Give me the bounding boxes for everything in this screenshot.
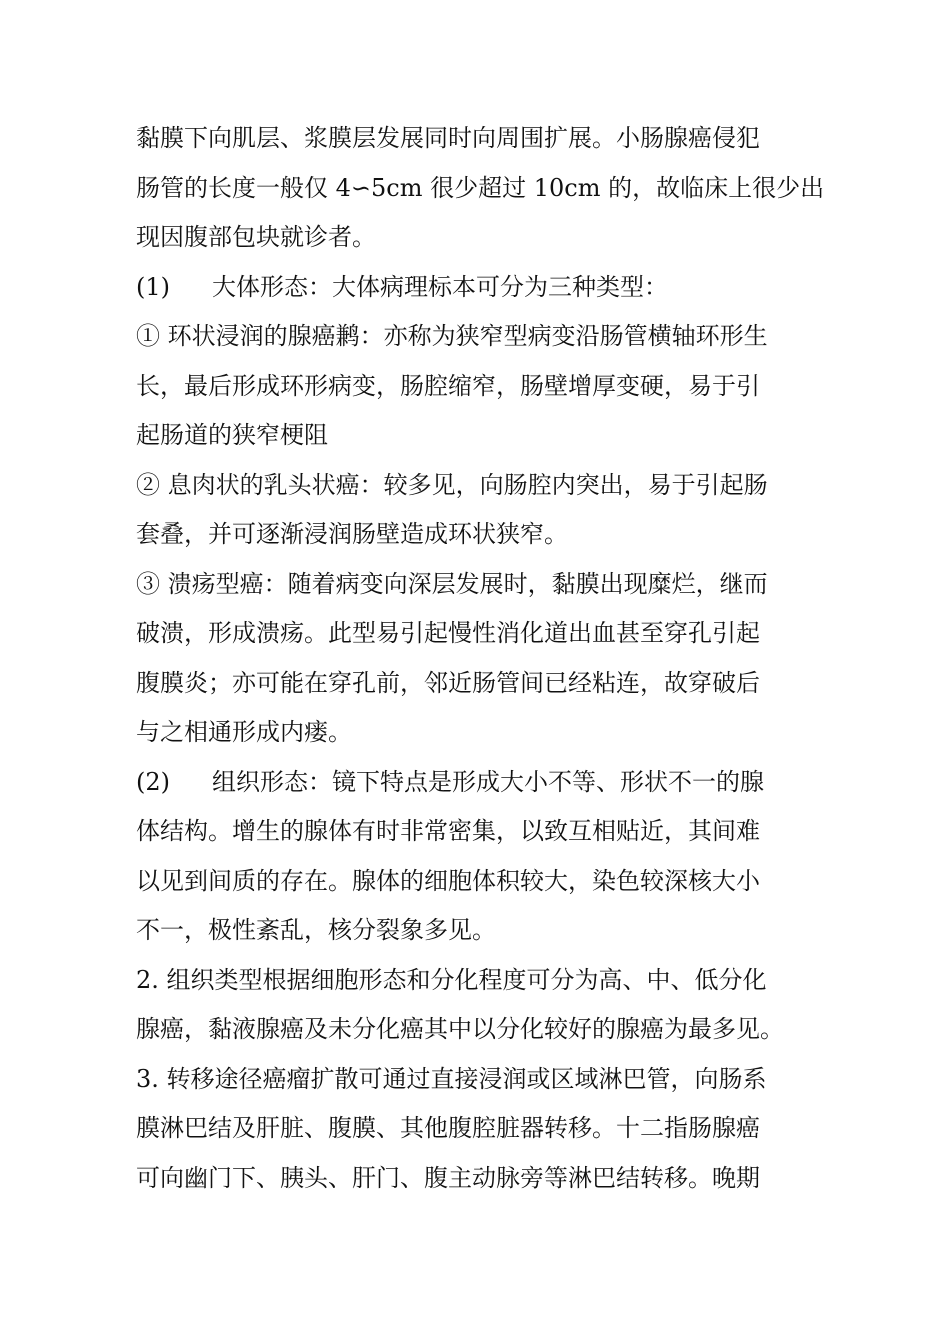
item-text: 组织形态：镜下特点是形成大小不等、形状不一的腺 (212, 767, 764, 796)
numbered-heading-1 (136, 263, 826, 313)
text-line: 腹膜炎；亦可能在穿孔前，邻近肠管间已经粘连，故穿破后 (136, 668, 760, 697)
text-line: 不一，极性紊乱，核分裂象多见。 (136, 916, 496, 944)
item-text: 大体形态：大体病理标本可分为三种类型： (212, 272, 668, 301)
text-line: 破溃，形成溃疡。此型易引起慢性消化道出血甚至穿孔引起 (136, 619, 760, 647)
text-line: 腺癌，黏液腺癌及未分化癌其中以分化较好的腺癌为最多见。 (136, 1015, 784, 1043)
item-number: (1) (136, 272, 170, 301)
text-line: 可向幽门下、胰头、肝门、腹主动脉旁等淋巴结转移。晚期 (136, 1163, 760, 1192)
text-line: 长，最后形成环形病变，肠腔缩窄，肠壁增厚变硬，易于引 (136, 371, 760, 400)
text-line: ③ 溃疡型癌：随着病变向深层发展时，黏膜出现糜烂，继而 (136, 569, 768, 598)
text-line: 以见到间质的存在。腺体的细胞体积较大，染色较深核大小 (136, 866, 760, 895)
text-line: 起肠道的狭窄梗阻 (136, 421, 328, 449)
text-line: 肠管的长度一般仅 4∽5cm 很少超过 10cm 的，故临床上很少出 (136, 173, 825, 202)
text-line: 2. 组织类型根据细胞形态和分化程度可分为高、中、低分化 (136, 965, 767, 994)
item-number: (2) (136, 767, 170, 796)
text-line: 膜淋巴结及肝脏、腹膜、其他腹腔脏器转移。十二指肠腺癌 (136, 1114, 760, 1142)
text-line: 套叠，并可逐渐浸润肠壁造成环状狭窄。 (136, 520, 568, 548)
text-line: 黏膜下向肌层、浆膜层发展同时向周围扩展。小肠腺癌侵犯 (136, 124, 760, 152)
text-line: 3. 转移途径癌瘤扩散可通过直接浸润或区域淋巴管，向肠系 (136, 1064, 767, 1093)
text-line: 与之相通形成内瘘。 (136, 718, 352, 746)
numbered-heading-2 (136, 758, 826, 808)
document-body (136, 114, 826, 1203)
text-line: ① 环状浸润的腺癌鹣：亦称为狭窄型病变沿肠管横轴环形生 (136, 322, 768, 350)
text-line: 现因腹部包块就诊者。 (136, 223, 376, 251)
text-line: 体结构。增生的腺体有时非常密集，以致互相贴近，其间难 (136, 817, 760, 845)
text-line: ② 息肉状的乳头状癌：较多见，向肠腔内突出，易于引起肠 (136, 470, 768, 499)
